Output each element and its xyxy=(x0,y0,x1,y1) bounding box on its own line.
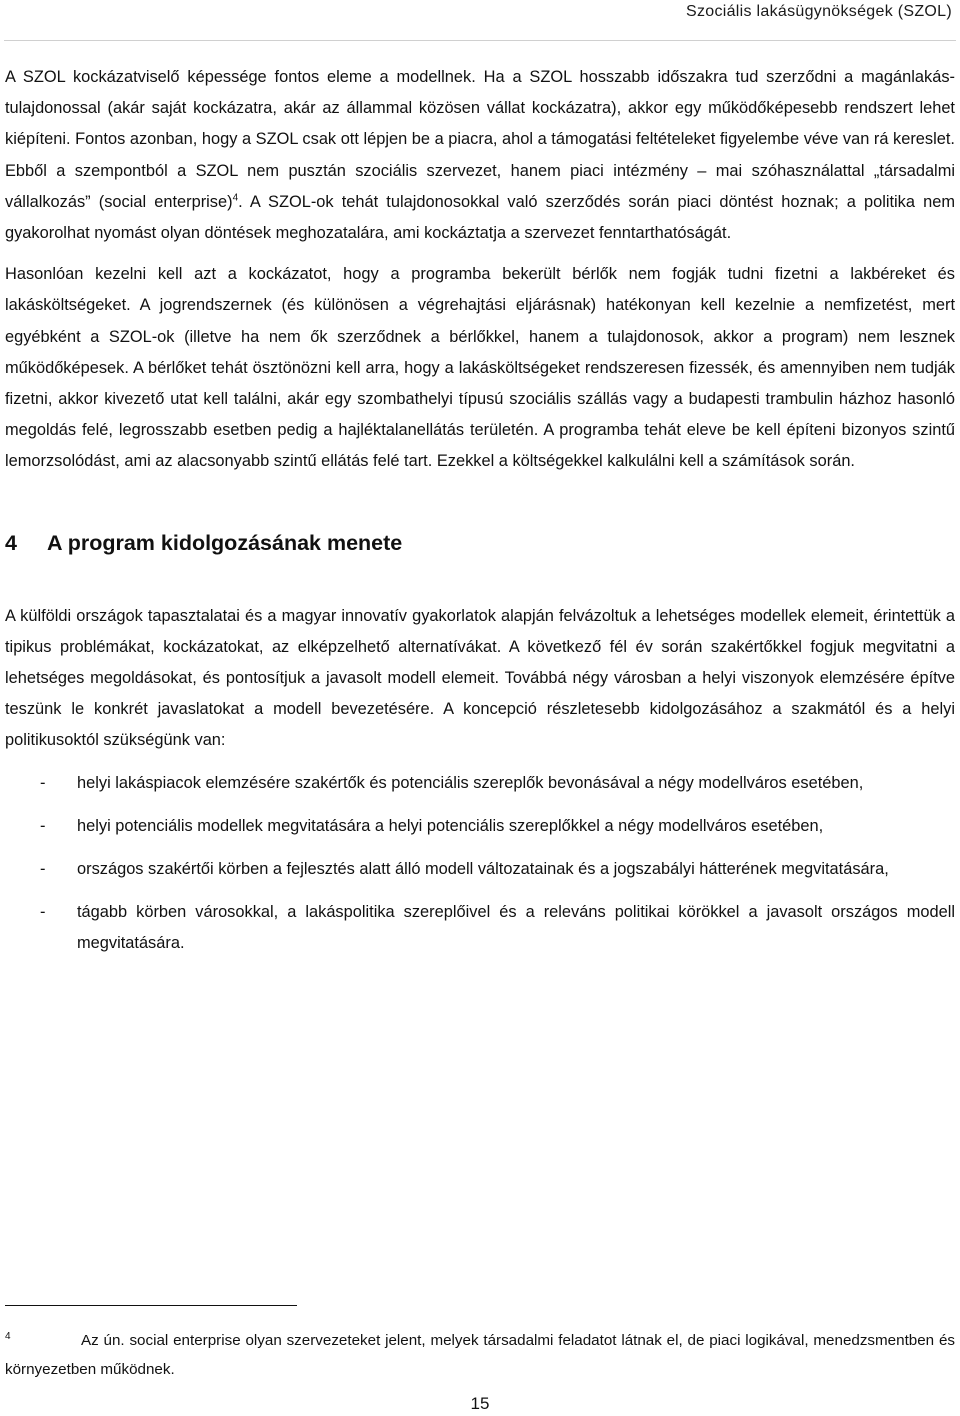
paragraph-tenant-risk: Hasonlóan kezelni kell azt a kockázatot, hogy a programba bekerült bérlők nem fogják tudni fizetni a lakbéreket és lakásköltségeket. A jogrendszernek (és különösen a végrehajtási eljárásnak) hatékonyan kell kezelnie a nemfizetést, mert egyébként a SZOL-ok (illetve ha nem ők szerződnek a bérlőkkel, hanem a tulajdonosok, akkor a program) nem lesznek működőképesek. A bérlőket tehát ösztönözni kell arra, hogy a lakásköltségeket rendszeresen fizessék, és amennyiben nem tudják fizetni, akkor kivezető utat kell találni, akár egy szombathelyi típusú szociális szállás vagy a budapesti trambulin házhoz hasonló megoldás felé, legrosszabb esetben pedig a hajléktalanellátás területén. A programba tehát eleve be kell építeni bizonyos szintű lemorzsolódást, ami az alacsonyabb szintű ellátás felé tart. Ezekkel a költségekkel kalkulálni kell a számítások során. xyxy=(5,265,955,471)
footnote-text: Az ún. social enterprise olyan szervezeteket jelent, melyek társadalmi feladatot látnak el, de piaci logikával, menedzsmentben és környezetben működnek. xyxy=(5,1332,955,1378)
list-dash: - xyxy=(40,859,46,878)
list-dash: - xyxy=(40,902,46,921)
section-title: A program kidolgozásának menete xyxy=(47,530,403,555)
page-body xyxy=(5,62,955,971)
list-dash: - xyxy=(40,773,46,792)
footnote-separator xyxy=(5,1305,297,1306)
list-item xyxy=(5,768,955,799)
footnote: 4 Az ún. social enterprise olyan szervezeteket jelent, melyek társadalmi feladatot látnak el, de piaci logikával, menedzsmentben és környezetben működnek. xyxy=(5,1330,955,1378)
paragraph-program-plan: A külföldi országok tapasztalatai és a magyar innovatív gyakorlatok alapján felvázoltuk a lehetséges modellek elemeit, érintettük a tipikus problémákat, kockázatokat, az elképzelhető alternatívákat. A következő fél év során szakértőkkel fogjuk megvitatni a lehetséges megoldásokat, és pontosítjuk a javasolt modell elemeit. Továbbá négy városban a helyi viszonyok elemzésére építve teszünk le konkrét javaslatokat a modell bevezetésére. A koncepció részletesebb kidolgozásához a szakmától és a helyi politikusoktól szükségünk van: xyxy=(5,606,955,750)
paragraph-text: . A SZOL-ok tehát tulajdonosokkal való szerződés során piaci döntést hoznak; a politika nem gyakorolhat nyomást olyan döntések meghozatalára, ami kockáztatja a szervezet fenntarthatóságát. xyxy=(5,192,955,243)
list-item xyxy=(5,897,955,959)
list-item-text: helyi potenciális modellek megvitatására a helyi potenciális szereplőkkel a négy modellváros esetében, xyxy=(77,816,824,835)
section-number: 4 xyxy=(5,530,17,555)
list-item xyxy=(5,811,955,842)
running-header: Szociális lakásügynökségek (SZOL) xyxy=(685,3,952,20)
consultation-list xyxy=(5,768,955,959)
header-divider xyxy=(4,40,956,41)
list-dash: - xyxy=(40,816,46,835)
page-number: 15 xyxy=(470,1394,490,1413)
list-item-text: tágabb körben városokkal, a lakáspolitika szereplőivel és a releváns politikai körökkel a javasolt országos modell megvitatására. xyxy=(77,902,955,952)
list-item-text: országos szakértői körben a fejlesztés alatt álló modell változatainak és a jogszabályi hátterének megvitatására, xyxy=(77,859,889,878)
list-item-text: helyi lakáspiacok elemzésére szakértők és potenciális szereplők bevonásával a négy modellváros esetében, xyxy=(77,773,864,792)
paragraph-text: A SZOL kockázatviselő képessége fontos eleme a modellnek. Ha a SZOL hosszabb időszakra tud szerződni a magánlakás-tulajdonossal (akár saját kockázatra, akár az állammal közösen vállat kockázatra), akkor egy működőképesebb rendszert lehet kiépíteni. Fontos azonban, hogy a SZOL csak ott lépjen be a piacra, ahol a támogatási feltételeket figyelembe véve van rá kereslet. Ebből a szempontból a SZOL nem pusztán szociális szervezet, hanem piaci intézmény – mai szóhasználattal „társadalmi vállalkozás” (social enterprise) xyxy=(5,68,955,211)
footnote-reference[interactable]: 4 xyxy=(232,192,239,204)
paragraph-risk-capacity xyxy=(5,62,955,249)
list-item xyxy=(5,854,955,885)
section-heading xyxy=(5,523,955,563)
